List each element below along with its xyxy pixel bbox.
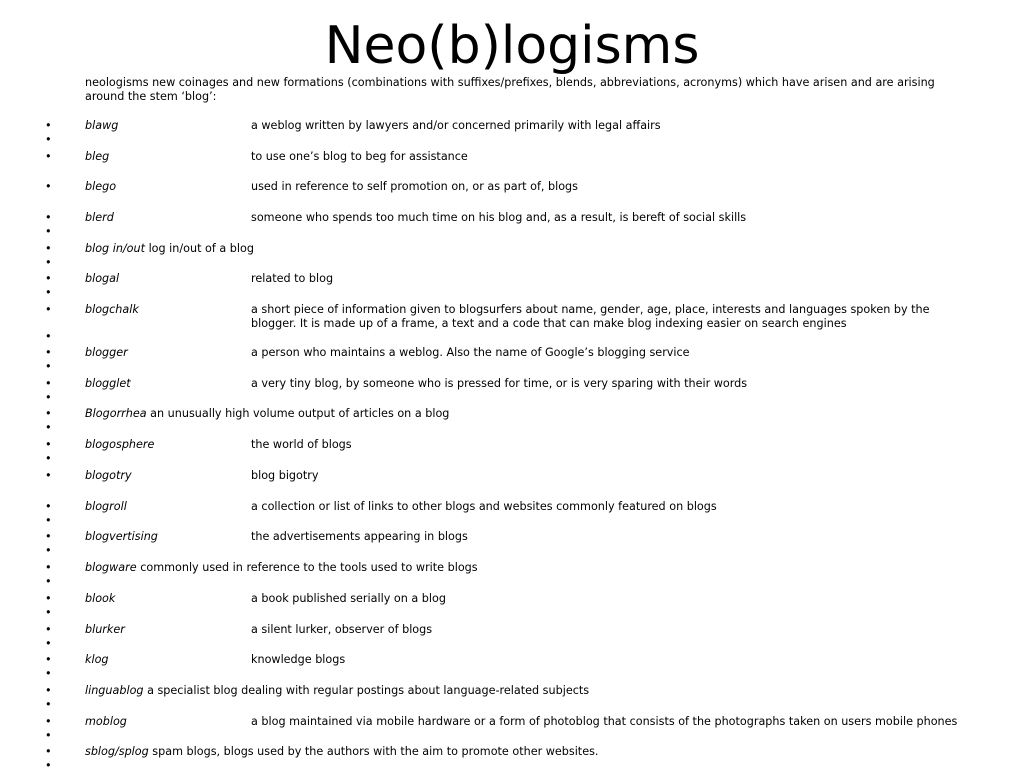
empty-bullet-icon: •: [45, 575, 52, 588]
definition: a specialist blog dealing with regular postings about language-related subjects: [143, 684, 590, 697]
term: blogware: [85, 561, 137, 574]
bullet-icon: •: [45, 561, 52, 574]
bullet-icon: •: [45, 377, 52, 390]
empty-bullet-icon: •: [45, 452, 52, 465]
definition: blog bigotry: [251, 469, 319, 482]
term: bleg: [85, 150, 110, 163]
term: blogosphere: [85, 438, 155, 451]
term-inline: [85, 745, 598, 759]
term: blawg: [85, 119, 119, 132]
bullet-icon: •: [45, 623, 52, 636]
definition: to use one’s blog to beg for assistance: [251, 150, 468, 163]
definition: the world of blogs: [251, 438, 352, 451]
definition: log in/out of a blog: [145, 242, 254, 255]
term-inline: [85, 407, 449, 421]
empty-bullet-icon: •: [45, 256, 52, 269]
term: moblog: [85, 715, 127, 728]
term: blogchalk: [85, 303, 139, 316]
definition: a book published serially on a blog: [251, 592, 446, 605]
bullet-icon: •: [45, 745, 52, 758]
bullet-icon: •: [45, 407, 52, 420]
bullet-icon: •: [45, 242, 52, 255]
definition: knowledge blogs: [251, 653, 346, 666]
term: blurker: [85, 623, 125, 636]
term: sblog/splog: [85, 745, 149, 758]
definition: commonly used in reference to the tools used to write blogs: [136, 561, 478, 574]
definition: a blog maintained via mobile hardware or a form of photoblog that consists of the photographs taken on users mobile phones: [251, 715, 958, 728]
term: blego: [85, 180, 117, 193]
term-inline: [85, 684, 589, 698]
bullet-icon: •: [45, 715, 52, 728]
term: blogglet: [85, 377, 131, 390]
empty-bullet-icon: •: [45, 667, 52, 680]
term: blogotry: [85, 469, 132, 482]
definition: a short piece of information given to blogsurfers about name, gender, age, place, interests and languages spoken by the blogger. It is made up of a frame, a text and a code that can make blog indexing easier on search engines: [251, 303, 930, 330]
bullet-icon: •: [45, 500, 52, 513]
definition: spam blogs, blogs used by the authors with the aim to promote other websites.: [148, 745, 599, 758]
term: blog in/out: [85, 242, 146, 255]
term: Blogorrhea: [85, 407, 147, 420]
empty-bullet-icon: •: [45, 759, 52, 772]
bullet-icon: •: [45, 272, 52, 285]
empty-bullet-icon: •: [45, 698, 52, 711]
empty-bullet-icon: •: [45, 544, 52, 557]
intro-text: neologisms new coinages and new formations (combinations with suffixes/prefixes, blends, abbreviations, acronyms) which have arisen and are arising around the stem ‘blog’:: [85, 76, 935, 103]
empty-bullet-icon: •: [45, 391, 52, 404]
bullet-icon: •: [45, 346, 52, 359]
definition: a person who maintains a weblog. Also the name of Google’s blogging service: [251, 346, 690, 359]
definition: used in reference to self promotion on, or as part of, blogs: [251, 180, 578, 193]
definition: the advertisements appearing in blogs: [251, 530, 468, 543]
empty-bullet-icon: •: [45, 330, 52, 343]
bullet-icon: •: [45, 684, 52, 697]
empty-bullet-icon: •: [45, 225, 52, 238]
empty-bullet-icon: •: [45, 729, 52, 742]
empty-bullet-icon: •: [45, 637, 52, 650]
definition: a collection or list of links to other blogs and websites commonly featured on blogs: [251, 500, 717, 513]
slide-title: Neo(b)logisms: [324, 16, 700, 76]
definition: a weblog written by lawyers and/or concerned primarily with legal affairs: [251, 119, 661, 132]
empty-bullet-icon: •: [45, 360, 52, 373]
empty-bullet-icon: •: [45, 514, 52, 527]
empty-bullet-icon: •: [45, 421, 52, 434]
bullet-icon: •: [45, 180, 52, 193]
term: blogal: [85, 272, 120, 285]
definition: an unusually high volume output of articles on a blog: [146, 407, 450, 420]
bullet-icon: •: [45, 303, 52, 316]
bullet-icon: •: [45, 211, 52, 224]
bullet-icon: •: [45, 438, 52, 451]
empty-bullet-icon: •: [45, 286, 52, 299]
term: blogvertising: [85, 530, 158, 543]
definition: related to blog: [251, 272, 334, 285]
term: blerd: [85, 211, 114, 224]
term: blogger: [85, 346, 128, 359]
bullet-icon: •: [45, 592, 52, 605]
bullet-icon: •: [45, 653, 52, 666]
term-inline: [85, 242, 254, 256]
empty-bullet-icon: •: [45, 606, 52, 619]
definition: someone who spends too much time on his blog and, as a result, is bereft of social skills: [251, 211, 747, 224]
bullet-icon: •: [45, 530, 52, 543]
term-inline: [85, 561, 478, 575]
term: klog: [85, 653, 109, 666]
term: blook: [85, 592, 116, 605]
bullet-icon: •: [45, 150, 52, 163]
bullet-icon: •: [45, 119, 52, 132]
definition: a silent lurker, observer of blogs: [251, 623, 433, 636]
bullet-icon: •: [45, 469, 52, 482]
term: linguablog: [85, 684, 144, 697]
empty-bullet-icon: •: [45, 133, 52, 146]
definition: a very tiny blog, by someone who is pressed for time, or is very sparing with their words: [251, 377, 748, 390]
term: blogroll: [85, 500, 127, 513]
